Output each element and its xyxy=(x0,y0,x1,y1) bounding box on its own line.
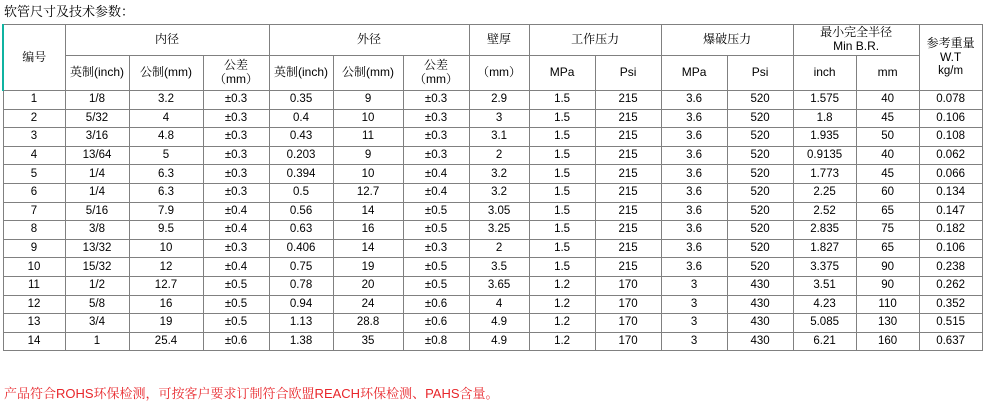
table-cell: 520 xyxy=(727,183,793,202)
table-cell: 1.8 xyxy=(793,109,856,128)
table-cell: 11 xyxy=(3,276,65,295)
table-cell: 10 xyxy=(129,239,203,258)
table-cell: 3/16 xyxy=(65,128,129,147)
table-cell: ±0.3 xyxy=(403,109,469,128)
header-id-mm: 公制(mm) xyxy=(129,56,203,91)
table-cell: 9 xyxy=(333,91,403,110)
table-cell: 520 xyxy=(727,239,793,258)
table-cell: ±0.4 xyxy=(203,202,269,221)
table-cell: ±0.8 xyxy=(403,332,469,351)
table-cell: 160 xyxy=(856,332,919,351)
header-bp-mpa: MPa xyxy=(661,56,727,91)
table-cell: 1.5 xyxy=(529,258,595,277)
table-cell: 3.05 xyxy=(469,202,529,221)
header-no: 编号 xyxy=(3,25,65,91)
table-cell: 0.637 xyxy=(919,332,982,351)
header-weight-line1: 参考重量 xyxy=(926,36,975,51)
header-min-bend-radius xyxy=(793,25,919,56)
header-min-bend-radius-line1: 最小完全半径 xyxy=(820,25,893,40)
table-cell: 430 xyxy=(727,276,793,295)
table-cell: 1.827 xyxy=(793,239,856,258)
table-cell: 4.9 xyxy=(469,314,529,333)
table-cell: 10 xyxy=(333,165,403,184)
table-header xyxy=(3,25,982,91)
table-cell: ±0.3 xyxy=(203,109,269,128)
table-cell: 130 xyxy=(856,314,919,333)
table-cell: 1 xyxy=(65,332,129,351)
table-row xyxy=(3,109,982,128)
table-cell: 170 xyxy=(595,314,661,333)
table-cell: 11 xyxy=(333,128,403,147)
table-cell: 6 xyxy=(3,183,65,202)
table-cell: 1.5 xyxy=(529,165,595,184)
table-cell: 0.75 xyxy=(269,258,333,277)
table-cell: ±0.3 xyxy=(203,183,269,202)
header-wall-thickness: 壁厚 xyxy=(469,25,529,56)
table-cell: ±0.3 xyxy=(203,91,269,110)
table-cell: 13/64 xyxy=(65,146,129,165)
table-cell: 0.182 xyxy=(919,221,982,240)
header-weight-line2: W.T xyxy=(939,49,962,64)
table-cell: 3.6 xyxy=(661,109,727,128)
table-cell: 520 xyxy=(727,109,793,128)
table-cell: 520 xyxy=(727,91,793,110)
table-cell: 0.515 xyxy=(919,314,982,333)
table-cell: 170 xyxy=(595,295,661,314)
table-cell: 3.6 xyxy=(661,258,727,277)
table-cell: 3.2 xyxy=(469,165,529,184)
table-cell: 25.4 xyxy=(129,332,203,351)
table-cell: 1.5 xyxy=(529,221,595,240)
table-cell: 0.106 xyxy=(919,239,982,258)
table-cell: ±0.3 xyxy=(203,239,269,258)
table-cell: 6.3 xyxy=(129,165,203,184)
table-cell: 430 xyxy=(727,314,793,333)
table-cell: 3.6 xyxy=(661,202,727,221)
table-cell: 1.2 xyxy=(529,276,595,295)
header-working-pressure: 工作压力 xyxy=(529,25,661,56)
header-wp-mpa: MPa xyxy=(529,56,595,91)
table-cell: 6.21 xyxy=(793,332,856,351)
table-cell: 7 xyxy=(3,202,65,221)
table-cell: 2 xyxy=(469,146,529,165)
header-od-tolerance-line2: （mm） xyxy=(414,72,459,86)
table-cell: 2 xyxy=(3,109,65,128)
table-cell: 0.35 xyxy=(269,91,333,110)
table-cell: 3.65 xyxy=(469,276,529,295)
table-cell: 3.6 xyxy=(661,221,727,240)
table-cell: 1.5 xyxy=(529,128,595,147)
table-cell: 6.3 xyxy=(129,183,203,202)
table-cell: 0.9135 xyxy=(793,146,856,165)
table-cell: 3.5 xyxy=(469,258,529,277)
table-cell: 0.78 xyxy=(269,276,333,295)
table-cell: 3.6 xyxy=(661,128,727,147)
table-cell: 10 xyxy=(3,258,65,277)
table-row xyxy=(3,221,982,240)
table-cell: 1.5 xyxy=(529,239,595,258)
table-cell: 5/16 xyxy=(65,202,129,221)
table-cell: 0.062 xyxy=(919,146,982,165)
header-id-tolerance-line1: 公差 xyxy=(224,58,249,73)
table-cell: 16 xyxy=(129,295,203,314)
table-cell: 170 xyxy=(595,332,661,351)
table-cell: ±0.4 xyxy=(203,258,269,277)
table-row xyxy=(3,258,982,277)
table-cell: 40 xyxy=(856,146,919,165)
header-inner-diameter: 内径 xyxy=(65,25,269,56)
table-cell: 2.52 xyxy=(793,202,856,221)
table-cell: 215 xyxy=(595,202,661,221)
table-cell: 24 xyxy=(333,295,403,314)
table-cell: 1.575 xyxy=(793,91,856,110)
table-cell: ±0.4 xyxy=(403,183,469,202)
table-cell: 4.8 xyxy=(129,128,203,147)
table-cell: 1.5 xyxy=(529,183,595,202)
table-cell: 1 xyxy=(3,91,65,110)
table-cell: ±0.5 xyxy=(203,276,269,295)
table-cell: ±0.3 xyxy=(403,146,469,165)
table-cell: 13 xyxy=(3,314,65,333)
table-cell: 1.5 xyxy=(529,109,595,128)
table-cell: 0.394 xyxy=(269,165,333,184)
table-cell: 5 xyxy=(3,165,65,184)
compliance-footnote: 产品符合ROHS环保检测，可按客户要求订制符合欧盟REACH环保检测、PAHS含量。 xyxy=(4,386,499,401)
table-row xyxy=(3,183,982,202)
table-cell: 0.406 xyxy=(269,239,333,258)
table-cell: 1.5 xyxy=(529,202,595,221)
table-cell: 35 xyxy=(333,332,403,351)
table-cell: 3.2 xyxy=(469,183,529,202)
table-cell: 520 xyxy=(727,165,793,184)
table-cell: 12.7 xyxy=(333,183,403,202)
table-cell: 0.43 xyxy=(269,128,333,147)
table-cell: 0.203 xyxy=(269,146,333,165)
table-cell: 1.38 xyxy=(269,332,333,351)
header-od-inch: 英制(inch) xyxy=(269,56,333,91)
table-cell: 0.078 xyxy=(919,91,982,110)
header-wp-psi: Psi xyxy=(595,56,661,91)
table-cell: 3 xyxy=(661,295,727,314)
table-cell: ±0.5 xyxy=(403,258,469,277)
header-id-inch: 英制(inch) xyxy=(65,56,129,91)
table-cell: 12 xyxy=(129,258,203,277)
table-cell: 0.147 xyxy=(919,202,982,221)
table-cell: 520 xyxy=(727,128,793,147)
table-cell: 4 xyxy=(3,146,65,165)
table-cell: 7.9 xyxy=(129,202,203,221)
table-cell: 8 xyxy=(3,221,65,240)
header-weight xyxy=(919,25,982,91)
table-cell: 0.56 xyxy=(269,202,333,221)
header-od-tolerance xyxy=(403,56,469,91)
table-cell: ±0.3 xyxy=(203,165,269,184)
table-cell: 1.13 xyxy=(269,314,333,333)
table-row xyxy=(3,314,982,333)
table-cell: 13/32 xyxy=(65,239,129,258)
table-cell: 215 xyxy=(595,91,661,110)
table-cell: 3.51 xyxy=(793,276,856,295)
table-cell: 0.63 xyxy=(269,221,333,240)
table-cell: 0.94 xyxy=(269,295,333,314)
table-cell: ±0.3 xyxy=(403,239,469,258)
table-cell: 19 xyxy=(129,314,203,333)
table-cell: 0.4 xyxy=(269,109,333,128)
table-cell: 2.25 xyxy=(793,183,856,202)
table-cell: 1.2 xyxy=(529,314,595,333)
table-cell: 0.262 xyxy=(919,276,982,295)
table-body xyxy=(3,91,982,351)
table-cell: ±0.3 xyxy=(203,146,269,165)
table-cell: 3 xyxy=(3,128,65,147)
table-cell: 12.7 xyxy=(129,276,203,295)
header-id-tolerance xyxy=(203,56,269,91)
header-weight-unit: kg/m xyxy=(938,64,964,77)
header-burst-pressure: 爆破压力 xyxy=(661,25,793,56)
spec-table xyxy=(2,24,983,351)
table-cell: 430 xyxy=(727,332,793,351)
table-cell: 14 xyxy=(3,332,65,351)
table-cell: ±0.5 xyxy=(403,276,469,295)
table-cell: 215 xyxy=(595,183,661,202)
table-row xyxy=(3,239,982,258)
table-cell: 0.106 xyxy=(919,109,982,128)
table-cell: 1/8 xyxy=(65,91,129,110)
table-cell: 3.375 xyxy=(793,258,856,277)
table-cell: 3.6 xyxy=(661,165,727,184)
table-cell: 90 xyxy=(856,258,919,277)
table-cell: 3.25 xyxy=(469,221,529,240)
table-cell: 50 xyxy=(856,128,919,147)
table-row xyxy=(3,295,982,314)
table-cell: 4 xyxy=(469,295,529,314)
table-row xyxy=(3,276,982,295)
table-cell: 3 xyxy=(661,276,727,295)
table-cell: 19 xyxy=(333,258,403,277)
table-cell: 1/2 xyxy=(65,276,129,295)
table-cell: 4.9 xyxy=(469,332,529,351)
table-cell: 0.238 xyxy=(919,258,982,277)
table-cell: 520 xyxy=(727,221,793,240)
table-row xyxy=(3,91,982,110)
table-cell: 1.773 xyxy=(793,165,856,184)
table-cell: 4 xyxy=(129,109,203,128)
table-row xyxy=(3,202,982,221)
table-cell: 0.066 xyxy=(919,165,982,184)
table-cell: 1.5 xyxy=(529,91,595,110)
table-cell: 3.1 xyxy=(469,128,529,147)
table-row xyxy=(3,128,982,147)
table-cell: 2.9 xyxy=(469,91,529,110)
table-header-row-groups xyxy=(3,25,982,56)
table-cell: 0.5 xyxy=(269,183,333,202)
table-cell: 1.2 xyxy=(529,332,595,351)
table-cell: ±0.3 xyxy=(203,128,269,147)
table-cell: ±0.5 xyxy=(203,295,269,314)
table-cell: 75 xyxy=(856,221,919,240)
header-br-mm: mm xyxy=(856,56,919,91)
header-od-mm: 公制(mm) xyxy=(333,56,403,91)
table-cell: 4.23 xyxy=(793,295,856,314)
table-cell: 28.8 xyxy=(333,314,403,333)
table-cell: 9 xyxy=(333,146,403,165)
table-cell: 2 xyxy=(469,239,529,258)
table-cell: 1.5 xyxy=(529,146,595,165)
table-cell: 3.6 xyxy=(661,146,727,165)
table-cell: 3 xyxy=(661,314,727,333)
table-cell: 215 xyxy=(595,165,661,184)
table-cell: 14 xyxy=(333,239,403,258)
table-cell: 215 xyxy=(595,109,661,128)
table-cell: 5/32 xyxy=(65,109,129,128)
table-cell: 215 xyxy=(595,258,661,277)
table-cell: ±0.3 xyxy=(403,128,469,147)
table-cell: 0.134 xyxy=(919,183,982,202)
table-cell: 215 xyxy=(595,146,661,165)
table-cell: 1/4 xyxy=(65,183,129,202)
table-cell: ±0.4 xyxy=(403,165,469,184)
table-cell: 15/32 xyxy=(65,258,129,277)
header-id-tolerance-line2: （mm） xyxy=(214,72,259,86)
table-cell: 110 xyxy=(856,295,919,314)
table-cell: 215 xyxy=(595,221,661,240)
table-cell: 5/8 xyxy=(65,295,129,314)
table-cell: ±0.5 xyxy=(403,221,469,240)
table-cell: 3.6 xyxy=(661,239,727,258)
table-cell: 520 xyxy=(727,202,793,221)
table-cell: ±0.6 xyxy=(403,295,469,314)
header-outer-diameter: 外径 xyxy=(269,25,469,56)
table-cell: 215 xyxy=(595,239,661,258)
table-row xyxy=(3,165,982,184)
table-cell: 3 xyxy=(469,109,529,128)
header-bp-psi: Psi xyxy=(727,56,793,91)
table-cell: 60 xyxy=(856,183,919,202)
table-cell: 520 xyxy=(727,258,793,277)
table-row xyxy=(3,146,982,165)
table-cell: ±0.6 xyxy=(203,332,269,351)
table-cell: ±0.5 xyxy=(203,314,269,333)
table-cell: 3.6 xyxy=(661,183,727,202)
table-cell: 20 xyxy=(333,276,403,295)
table-cell: ±0.5 xyxy=(403,202,469,221)
table-cell: 10 xyxy=(333,109,403,128)
table-cell: 40 xyxy=(856,91,919,110)
table-cell: 3.2 xyxy=(129,91,203,110)
header-od-tolerance-line1: 公差 xyxy=(424,58,449,73)
page-title: 软管尺寸及技术参数： xyxy=(4,4,135,19)
table-cell: 12 xyxy=(3,295,65,314)
table-cell: 170 xyxy=(595,276,661,295)
table-cell: 430 xyxy=(727,295,793,314)
table-cell: 1.2 xyxy=(529,295,595,314)
table-cell: 5 xyxy=(129,146,203,165)
table-cell: 0.108 xyxy=(919,128,982,147)
table-cell: 3/4 xyxy=(65,314,129,333)
table-cell: 215 xyxy=(595,128,661,147)
table-cell: 9 xyxy=(3,239,65,258)
table-cell: 3/8 xyxy=(65,221,129,240)
table-header-row-subs xyxy=(3,56,982,91)
table-cell: ±0.4 xyxy=(203,221,269,240)
table-cell: 65 xyxy=(856,239,919,258)
table-cell: 1/4 xyxy=(65,165,129,184)
table-cell: ±0.3 xyxy=(403,91,469,110)
table-cell: 1.935 xyxy=(793,128,856,147)
table-cell: 16 xyxy=(333,221,403,240)
table-cell: ±0.6 xyxy=(403,314,469,333)
table-cell: 45 xyxy=(856,165,919,184)
table-cell: 45 xyxy=(856,109,919,128)
table-cell: 3 xyxy=(661,332,727,351)
table-cell: 3.6 xyxy=(661,91,727,110)
table-row xyxy=(3,332,982,351)
table-cell: 65 xyxy=(856,202,919,221)
table-cell: 5.085 xyxy=(793,314,856,333)
table-cell: 90 xyxy=(856,276,919,295)
table-cell: 2.835 xyxy=(793,221,856,240)
table-cell: 0.352 xyxy=(919,295,982,314)
table-cell: 520 xyxy=(727,146,793,165)
header-br-inch: inch xyxy=(793,56,856,91)
table-cell: 9.5 xyxy=(129,221,203,240)
table-cell: 14 xyxy=(333,202,403,221)
header-wall-unit: （mm） xyxy=(469,56,529,91)
header-min-bend-radius-line2: Min B.R. xyxy=(833,39,880,53)
